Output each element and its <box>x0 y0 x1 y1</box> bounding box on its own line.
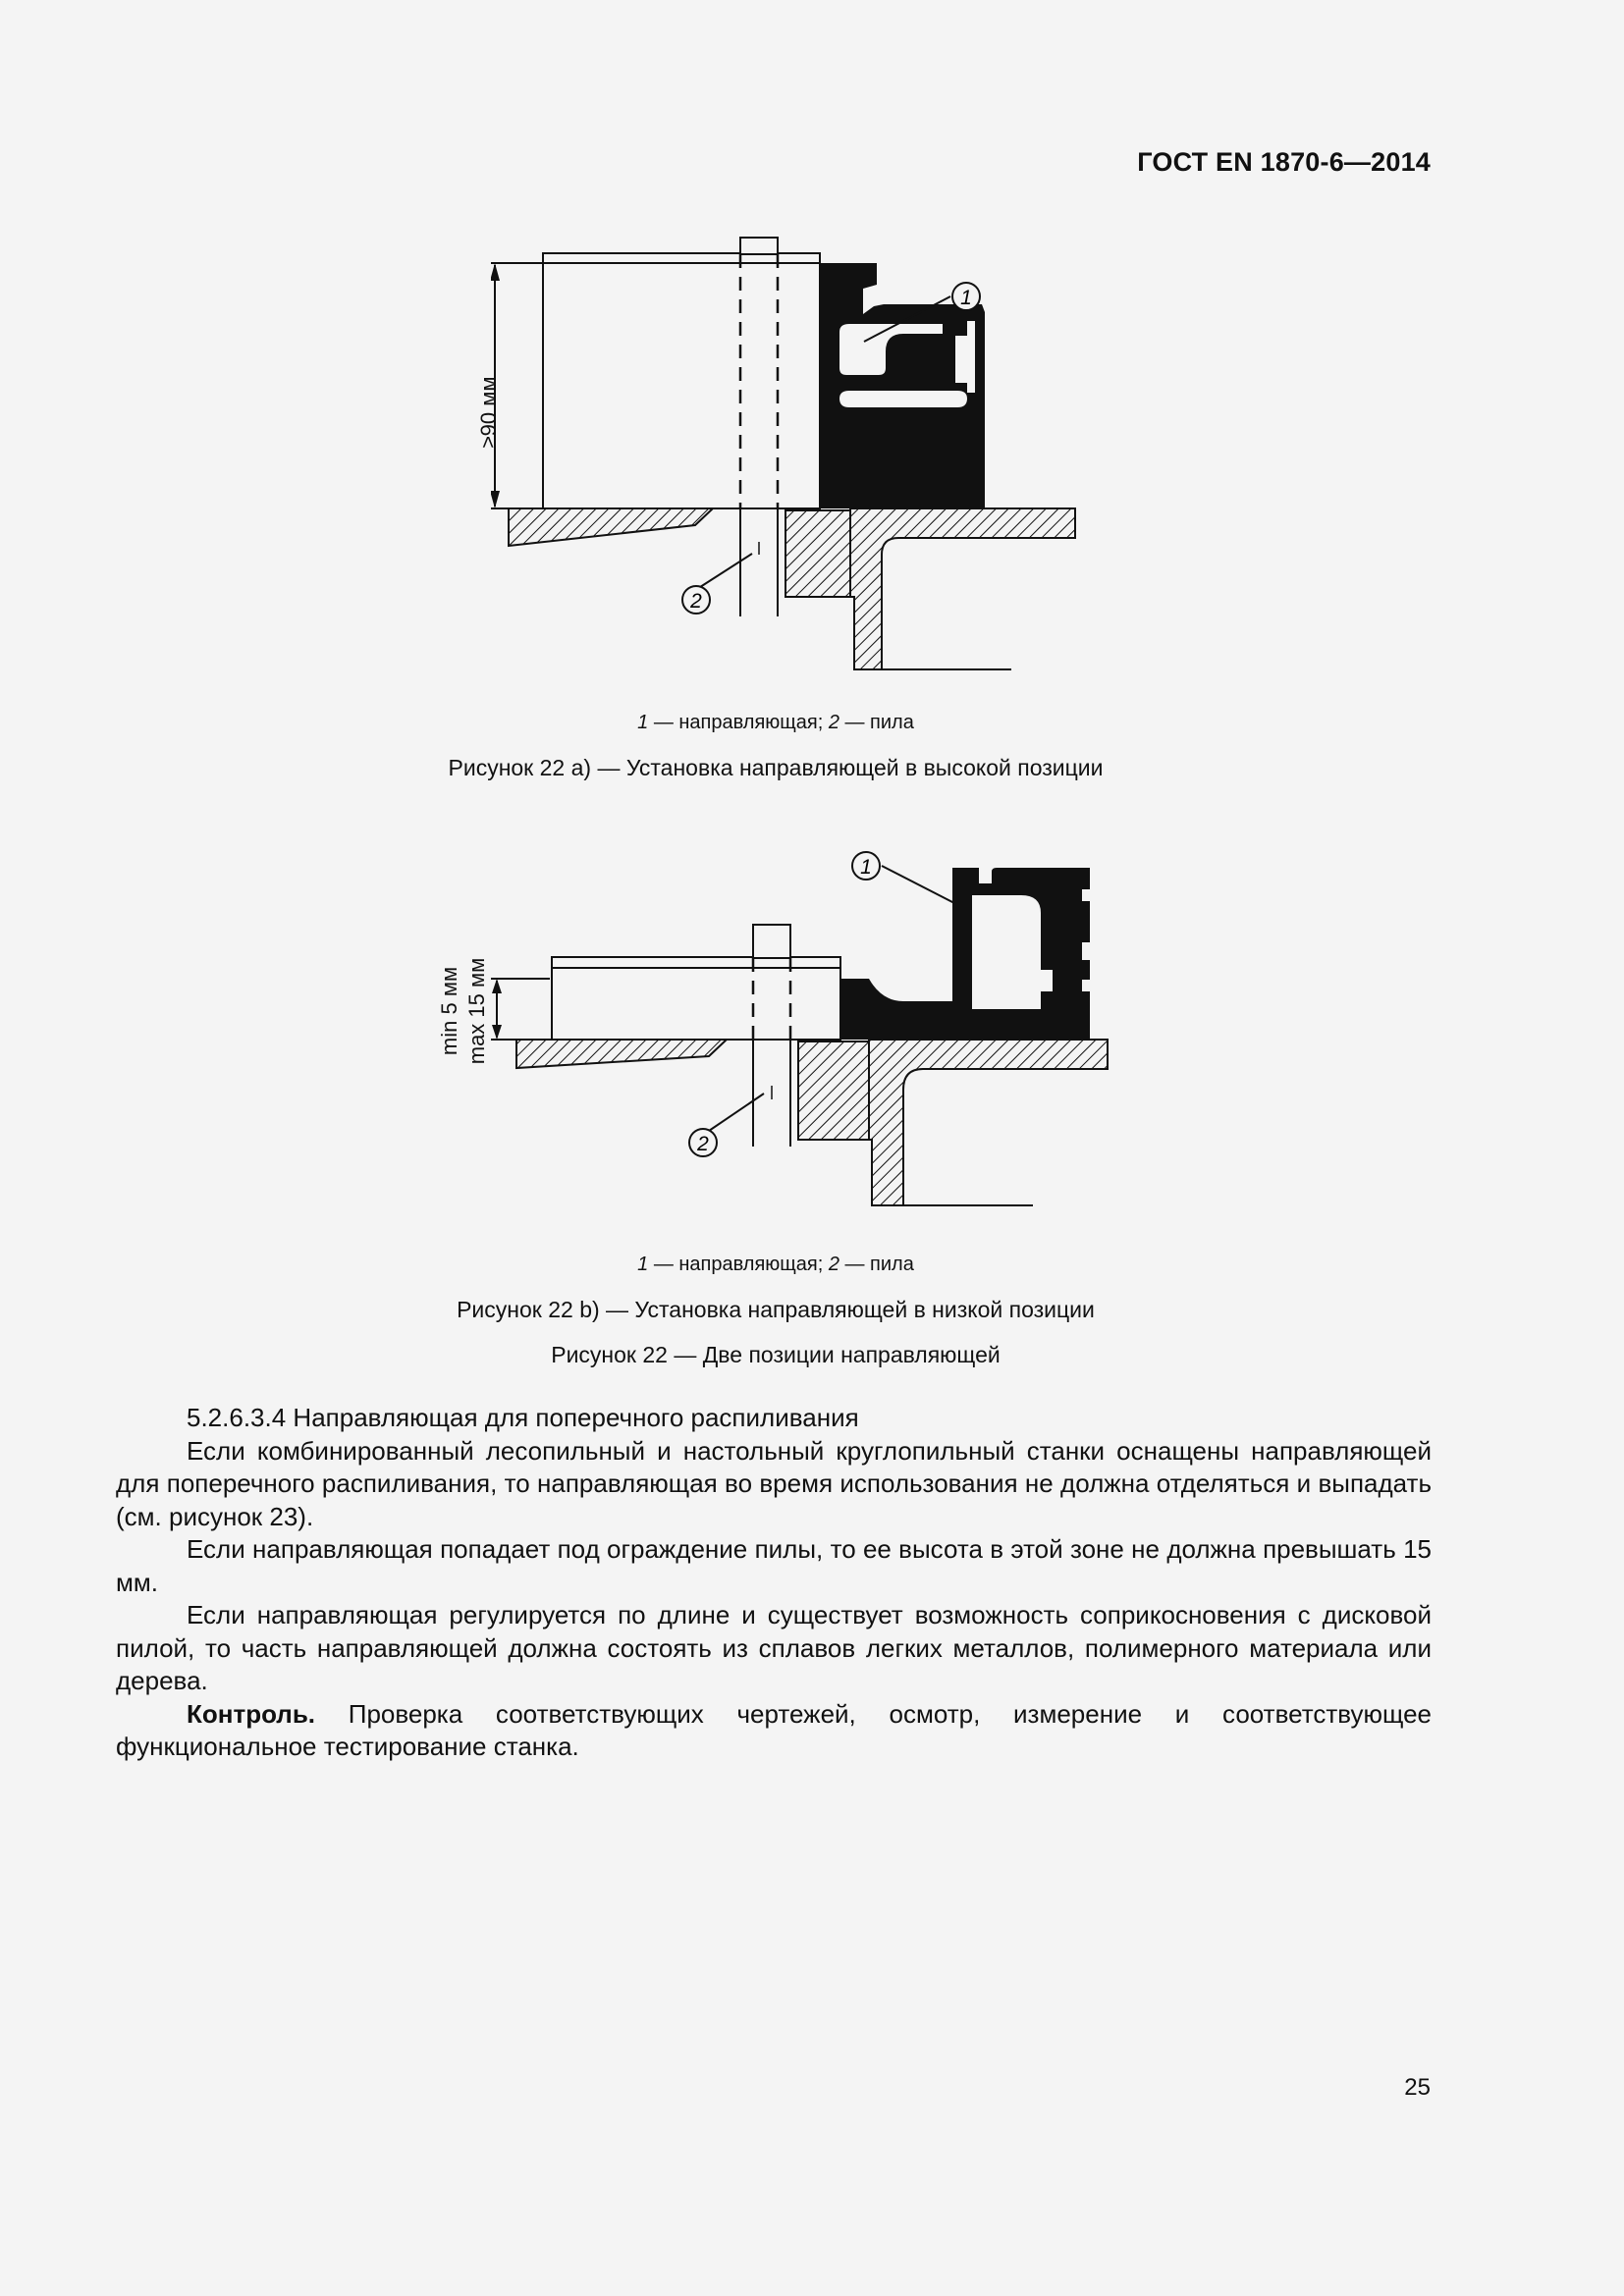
table-left-b <box>516 1040 727 1068</box>
control-label: Контроль. <box>187 1698 316 1729</box>
callout-b2: 2 <box>697 1133 709 1155</box>
figure-22b-legend: 1 — направляющая; 2 — пила <box>637 1254 914 1275</box>
table-right-b <box>869 1040 1108 1205</box>
figure-22a-drawing <box>491 226 1100 677</box>
dimension-label-90mm: ≥90 мм <box>476 376 501 449</box>
table-left <box>509 508 713 546</box>
document-header: ГОСТ EN 1870-6—2014 <box>1137 147 1431 177</box>
section-heading: 5.2.6.3.4 Направляющая для поперечного распиливания <box>187 1403 859 1432</box>
paragraph-1: Если комбинированный лесопильный и настольный круглопильный станки оснащены направляющей для поперечного распиливания, то направляющая во время использования не должна отделяться и выпадать (см. рисунок 23). <box>116 1435 1432 1531</box>
table-right <box>850 508 1075 669</box>
table-insert-b <box>798 1041 869 1140</box>
arrow-head-up <box>491 263 500 281</box>
workpiece-b <box>552 957 840 1040</box>
callout-2: 2 <box>690 590 702 613</box>
arrow-head-down <box>491 491 500 508</box>
guide-profile-b <box>840 868 1090 1040</box>
figure-22-caption: Рисунок 22 — Две позиции направляющей <box>551 1342 1001 1367</box>
figure-22b-drawing <box>491 844 1119 1217</box>
control-paragraph <box>116 1698 1432 1764</box>
dimension-label-min5: min 5 мм <box>437 966 461 1056</box>
figure-22a-caption: Рисунок 22 a) — Установка направляющей в высокой позиции <box>448 755 1104 780</box>
page-number: 25 <box>1404 2074 1431 2101</box>
control-text: Проверка соответствующих чертежей, осмотр, измерение и соответствующее функциональное тестирование станка. <box>116 1698 1432 1761</box>
paragraph-2: Если направляющая попадает под ограждение пилы, то ее высота в этой зоне не должна превышать 15 мм. <box>116 1534 1432 1597</box>
figure-22a-legend: 1 — направляющая; 2 — пила <box>637 712 914 733</box>
saw-blade-b-top <box>753 925 790 958</box>
paragraph-3: Если направляющая регулируется по длине и существует возможность соприкосновения с дисковой пилой, то часть направляющей должна состоять из сплавов легких металлов, полимерного материала или дерева. <box>116 1600 1432 1695</box>
dimension-label-max15: max 15 мм <box>464 957 489 1065</box>
saw-blade-top <box>740 238 778 254</box>
table-insert <box>785 510 850 597</box>
callout-b1: 1 <box>860 856 872 879</box>
section-body <box>116 1402 1432 1764</box>
figure-22b-caption: Рисунок 22 b) — Установка направляющей в низкой позиции <box>457 1297 1095 1322</box>
callout-1: 1 <box>960 287 972 309</box>
